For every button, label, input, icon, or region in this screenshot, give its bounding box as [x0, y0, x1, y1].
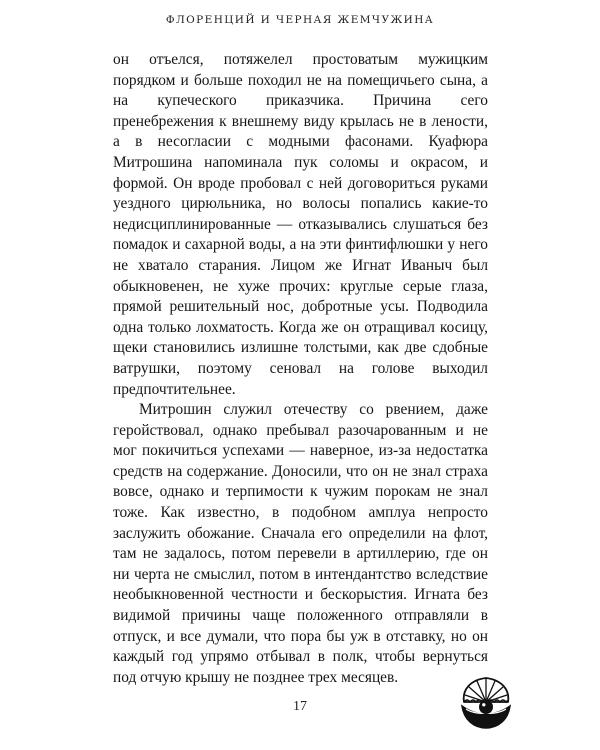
- pearl-shell-icon: [456, 672, 516, 732]
- running-title: ФЛОРЕНЦИЙ И ЧЕРНАЯ ЖЕМЧУЖИНА: [165, 14, 435, 26]
- page-number: 17: [293, 699, 307, 714]
- body-text: [113, 50, 488, 688]
- paragraph-2: Митрошин служил отечеству со рвением, даже геройствовал, однако пребывал разочарованным и не мог покичиться успехами — наверное, из-за недостатка средств на содержание. Доносили, что он не знал страха вовсе, однако и терпимости к чужим порокам не знал тоже. Как известно, в подобном амплуа непросто заслужить обожание. Сначала его определили на флот, там не задалось, потом перевели в артиллерию, где он ни черта не смыслил, потом в интендантство вследствие необыкновенной честности и бескорыстия. Игната без видимой причины чаще положенного отправляли в отпуск, и все думали, что пора бы уж в отставку, но он каждый год упрямо отбывал в полк, чтобы вернуться под отчую крышу не позднее трех месяцев.: [113, 401, 488, 686]
- paragraph-1: он отъелся, потяжелел простоватым мужицким порядком и больше походил не на помещичьего сына, а на купеческого приказчика. Причина сего пренебрежения к внешнему виду крылась не в лености, а в несогласии с модными фасонами. Куафюра Митрошина напоминала пук соломы и окрасом, и формой. Он вроде пробовал с ней договориться руками уездного цирюльника, но волосы попались какие-то недисциплинированные — отказывались слушаться без помадок и сахарной воды, а на эти финтифлюшки у него не хватало старания. Лицом же Игнат Иваныч был обыкновенен, не хуже прочих: круглые серые глаза, прямой решительный нос, добротные усы. Подводила одна только лохматость. Когда же он отращивал косицу, щеки становились излишне толстыми, как две сдобные ватрушки, поэтому сеновал на голове выходил предпочтительнее.: [113, 51, 488, 398]
